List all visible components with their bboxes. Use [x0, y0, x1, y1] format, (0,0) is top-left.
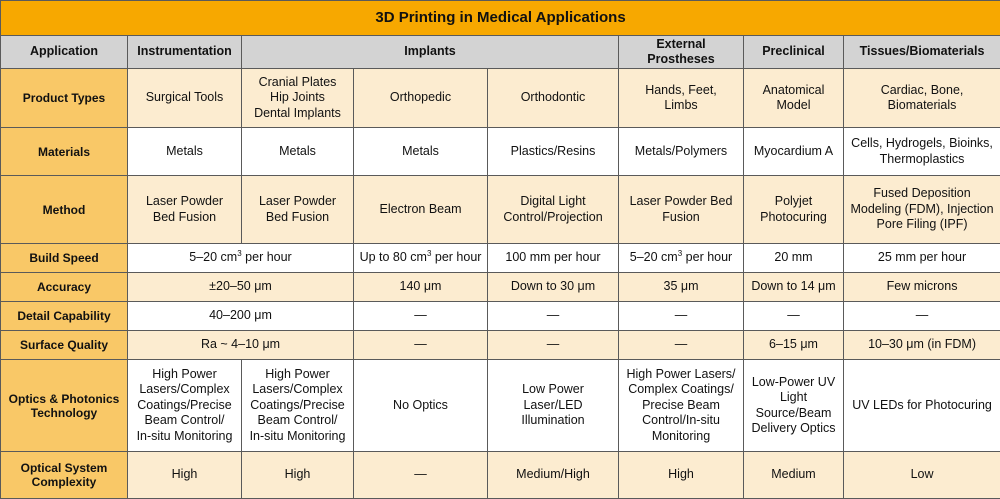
cell: Metals [128, 128, 242, 176]
cell: 25 mm per hour [844, 244, 1000, 273]
cell: — [744, 302, 844, 331]
table-title: 3D Printing in Medical Applications [1, 1, 1000, 36]
cell: 35 μm [619, 273, 744, 302]
row-label: Build Speed [1, 244, 128, 273]
cell: ±20–50 μm [128, 273, 354, 302]
header-preclinical: Preclinical [744, 36, 844, 69]
cell: Electron Beam [354, 176, 488, 244]
cell: Polyjet Photocuring [744, 176, 844, 244]
cell: — [354, 452, 488, 499]
cell: Orthodontic [488, 69, 619, 128]
cell: Cells, Hydrogels, Bioinks, Thermoplastics [844, 128, 1000, 176]
cell: Anatomical Model [744, 69, 844, 128]
cell: Low Power Laser/LED Illumination [488, 360, 619, 452]
cell: — [488, 302, 619, 331]
cell: High Power Lasers/Complex Coatings/Precise Beam Control/ In-situ Monitoring [128, 360, 242, 452]
row-build-speed [1, 244, 1000, 273]
cell: Few microns [844, 273, 1000, 302]
cell: Metals/Polymers [619, 128, 744, 176]
cell: Up to 80 $cm^3$ per hour [354, 244, 488, 273]
cell: — [354, 302, 488, 331]
row-optical-complexity [1, 452, 1000, 499]
row-method [1, 176, 1000, 244]
cell: Down to 14 μm [744, 273, 844, 302]
row-optics-photonics [1, 360, 1000, 452]
row-label: Optical System Complexity [1, 452, 128, 499]
cell: — [619, 302, 744, 331]
cell: Medium [744, 452, 844, 499]
cell: — [488, 331, 619, 360]
row-materials [1, 128, 1000, 176]
cell: Myocardium A [744, 128, 844, 176]
cell: High [619, 452, 744, 499]
row-label: Accuracy [1, 273, 128, 302]
cell: Laser Powder Bed Fusion [128, 176, 242, 244]
cell: Laser Powder Bed Fusion [619, 176, 744, 244]
header-instrumentation: Instrumentation [128, 36, 242, 69]
cell: 100 mm per hour [488, 244, 619, 273]
row-label: Product Types [1, 69, 128, 128]
header-implants: Implants [242, 36, 619, 69]
cell: 5–20 $cm^3$ per hour [619, 244, 744, 273]
header-tissues-biomaterials: Tissues/Biomaterials [844, 36, 1000, 69]
cell: Medium/High [488, 452, 619, 499]
header-external-prostheses: External Prostheses [619, 36, 744, 69]
cell: 5–20 $cm^3$ per hour [128, 244, 354, 273]
cell: Fused Deposition Modeling (FDM), Injection Pore Filing (IPF) [844, 176, 1000, 244]
cell: Laser Powder Bed Fusion [242, 176, 354, 244]
row-product-types [1, 69, 1000, 128]
row-accuracy [1, 273, 1000, 302]
cell: Metals [354, 128, 488, 176]
cell: Orthopedic [354, 69, 488, 128]
cell: Low-Power UV Light Source/Beam Delivery Optics [744, 360, 844, 452]
cell: Ra ~ 4–10 μm [128, 331, 354, 360]
cell: 10–30 μm (in FDM) [844, 331, 1000, 360]
header-application: Application [1, 36, 128, 69]
cell: High Power Lasers/Complex Coatings/Precise Beam Control/ In-situ Monitoring [242, 360, 354, 452]
row-label: Optics & Photonics Technology [1, 360, 128, 452]
cell: Hands, Feet, Limbs [619, 69, 744, 128]
row-label: Method [1, 176, 128, 244]
cell: 20 mm [744, 244, 844, 273]
cell: Surgical Tools [128, 69, 242, 128]
cell: Low [844, 452, 1000, 499]
cell: Down to 30 μm [488, 273, 619, 302]
cell: 40–200 μm [128, 302, 354, 331]
cell: — [844, 302, 1000, 331]
cell: Cranial Plates Hip Joints Dental Implants [242, 69, 354, 128]
row-label: Detail Capability [1, 302, 128, 331]
cell: 140 μm [354, 273, 488, 302]
cell: High [128, 452, 242, 499]
row-label: Materials [1, 128, 128, 176]
cell: 6–15 μm [744, 331, 844, 360]
cell: — [619, 331, 744, 360]
cell: Cardiac, Bone, Biomaterials [844, 69, 1000, 128]
cell: — [354, 331, 488, 360]
row-detail-capability [1, 302, 1000, 331]
cell: Metals [242, 128, 354, 176]
cell: High [242, 452, 354, 499]
cell: UV LEDs for Photocuring [844, 360, 1000, 452]
row-label: Surface Quality [1, 331, 128, 360]
cell: No Optics [354, 360, 488, 452]
cell: High Power Lasers/ Complex Coatings/ Precise Beam Control/In-situ Monitoring [619, 360, 744, 452]
cell: Plastics/Resins [488, 128, 619, 176]
row-surface-quality [1, 331, 1000, 360]
cell: Digital Light Control/Projection [488, 176, 619, 244]
